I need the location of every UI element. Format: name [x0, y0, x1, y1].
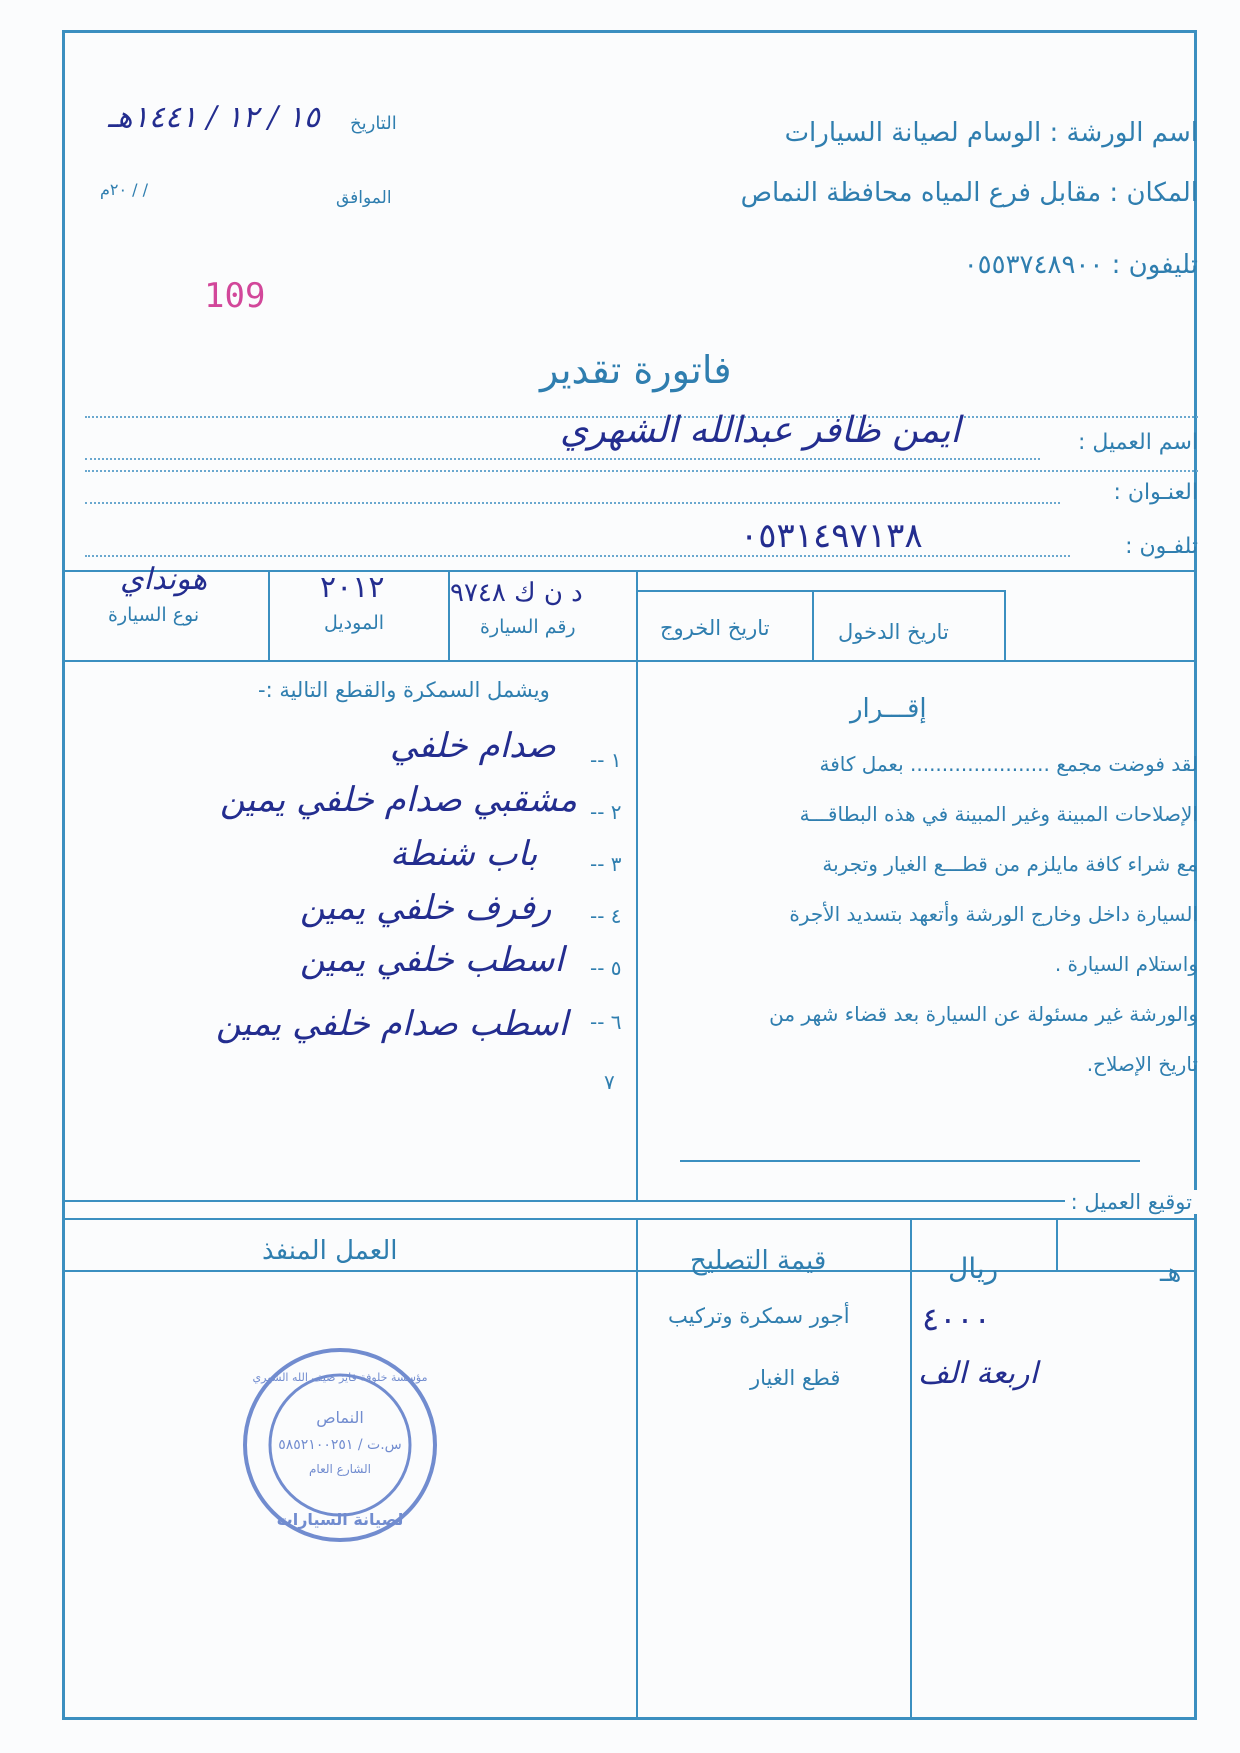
part-number: ٥ -- — [590, 956, 622, 980]
declaration-line: الإصلاحات المبينة وغير المبينة في هذه البطاقـــة — [799, 802, 1198, 826]
part-number: ٦ -- — [590, 1010, 622, 1034]
cost-row-riyal: اربعة الف — [918, 1356, 1038, 1391]
customer-phone-value: ٠٥٣١٤٩٧١٣٨ — [740, 516, 923, 556]
part-number: ٧ — [604, 1070, 615, 1094]
part-item: اسطب خلفي يمين — [300, 940, 564, 980]
cost-row-riyal: ٤٠٠٠ — [922, 1300, 991, 1338]
plate-number-value: د ن ك ٩٧٤٨ — [450, 578, 583, 608]
stamp-text-bottom: لصيانة السيارات — [276, 1510, 404, 1529]
serial-number: 109 — [204, 276, 266, 316]
stamp-text-top: مؤسسة خلوفة فايز ضيف الله الشهري — [252, 1371, 428, 1384]
halala-header: هـ — [1160, 1258, 1182, 1288]
declaration-line: واستلام السيارة . — [1054, 952, 1198, 976]
part-item: اسطب صدام خلفي يمين — [216, 1004, 568, 1044]
plate-number-label: رقم السيارة — [480, 616, 576, 638]
invoice-title: فاتورة تقدير — [540, 348, 732, 392]
declaration-line: والورشة غير مسئولة عن السيارة بعد قضاء شهر من — [769, 1002, 1198, 1026]
cost-row-desc: قطع الغيار — [750, 1366, 841, 1390]
part-item: صدام خلفي — [390, 726, 556, 766]
model-label: الموديل — [324, 612, 385, 634]
riyal-header: ريال — [948, 1252, 999, 1285]
model-value: ٢٠١٢ — [320, 570, 385, 605]
workshop-name: اسم الورشة : الوسام لصيانة السيارات — [784, 118, 1198, 148]
customer-name-value: ايمن ظافر عبدالله الشهري — [560, 410, 961, 451]
customer-address-line — [85, 502, 1060, 504]
part-number: ١ -- — [590, 748, 622, 772]
stamp-text-street: الشارع العام — [309, 1462, 371, 1476]
entry-date-label: تاريخ الدخول — [838, 620, 949, 644]
declaration-line: مع شراء كافة مايلزم من قطـــع الغيار وتجربة — [822, 852, 1198, 876]
date-label: التاريخ — [350, 113, 397, 134]
customer-name-label: اسم العميل : — [1077, 430, 1198, 455]
customer-address-label: العنـوان : — [1113, 480, 1198, 505]
car-type-label: نوع السيارة — [108, 604, 200, 626]
declaration-line: تاريخ الإصلاح. — [1086, 1052, 1198, 1076]
work-done-header: العمل المنفذ — [262, 1236, 398, 1266]
workshop-stamp-icon — [240, 1345, 440, 1545]
stamp-text-cr: س.ت / ٥٨٥٢١٠٠٢٥١ — [278, 1437, 402, 1453]
signature-line — [680, 1160, 1140, 1162]
workshop-location: المكان : مقابل فرع المياه محافظة النماص — [740, 178, 1198, 208]
date-hijri-value: ١٥ / ١٢ / ١٤٤١هـ — [108, 100, 320, 135]
part-item: مشقبي صدام خلفي يمين — [220, 780, 578, 820]
stamp-text-city: النماص — [316, 1408, 364, 1427]
part-number: ٣ -- — [590, 852, 622, 876]
date-greg-value: / / ٢٠م — [100, 180, 149, 199]
car-type-value: هونداي — [120, 562, 208, 597]
customer-name-line — [85, 458, 1040, 460]
declaration-line: لقد فوضت مجمع ...................... بعمل كافة — [819, 752, 1198, 776]
part-item: رفرف خلفي يمين — [300, 888, 552, 928]
declaration-line: السيارة داخل وخارج الورشة وأتعهد بتسديد الأجرة — [789, 902, 1198, 926]
part-number: ٢ -- — [590, 800, 622, 824]
workshop-phone: تليفون : ٠٥٥٣٧٤٨٩٠٠ — [963, 250, 1198, 280]
exit-date-label: تاريخ الخروج — [660, 616, 770, 640]
part-item: باب شنطة — [390, 834, 538, 874]
date-greg-label: الموافق — [336, 188, 392, 208]
parts-title: ويشمل السمكرة والقطع التالية :- — [258, 678, 550, 702]
cost-row-desc: أجور سمكرة وتركيب — [668, 1304, 850, 1328]
customer-phone-label: تلفـون : — [1125, 534, 1198, 559]
declaration-title: إقـــرار — [850, 694, 927, 724]
repair-value-header: قيمة التصليح — [690, 1246, 827, 1276]
customer-signature-label: توقيع العميل : — [1065, 1190, 1198, 1214]
part-number: ٤ -- — [590, 904, 622, 928]
